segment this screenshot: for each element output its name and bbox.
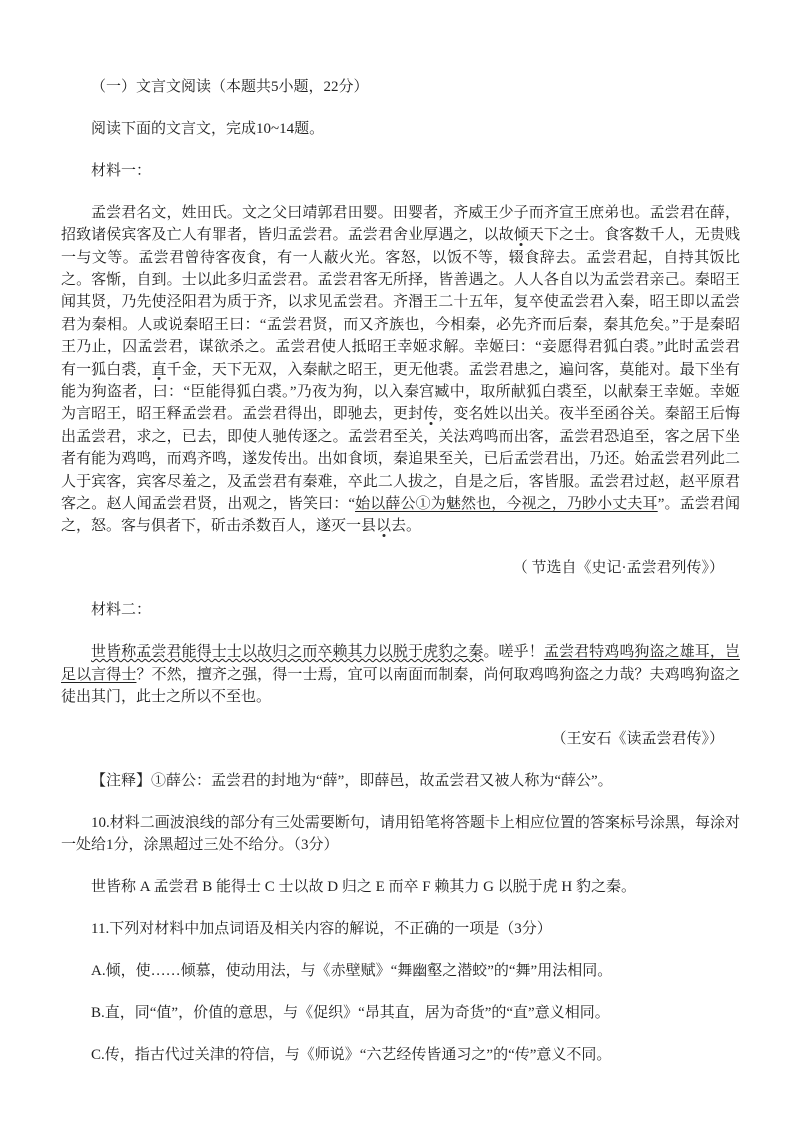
emphasized-char: 直 xyxy=(151,361,167,378)
question-11-option-c: C.传，指古代过关津的符信，与《师说》“六艺经传皆通习之”的“传”意义不同。 xyxy=(91,1046,612,1063)
question-11-option-b: B.直，同“值”，价值的意思，与《促织》“昂其直，居为奇货”的“直”意义相同。 xyxy=(91,1004,610,1021)
emphasized-char: 传 xyxy=(423,406,439,423)
question-11-text: 11.下列对材料中加点词语及相关内容的解说，不正确的一项是（3分） xyxy=(91,920,552,937)
text-segment: ”。孟尝君闻之，怒。客与俱者下，斫击杀数百人，遂灭一县 xyxy=(61,496,740,535)
section-title: （一）文言文阅读（本题共5小题，22分） xyxy=(91,79,369,95)
question-11-option-a: A.倾，使……倾慕，使动用法，与《赤壁赋》“舞幽壑之潜蛟”的“舞”用法相同。 xyxy=(91,962,613,979)
material-2-source: （王安石《读孟尝君传》） xyxy=(551,730,724,747)
text-segment: ，变名姓以出关。夜半至函谷关。秦韶王后悔出孟尝君，求之，已去，即使人驰传逐之。孟尝君至关，关法鸡鸣而出客，孟尝君恐追至，客之居下坐者有能为鸡鸣，而鸡齐鸣，遂发传出。出如食顷，秦追果至关，已后孟尝君出，乃还。始孟尝君列此二人于宾客，宾客尽羞之，及孟尝君有秦难，卒此二人拔之，自是之后，客皆服。孟尝君过赵，赵平原君客之。赵人闻孟尝君贤，出观之，皆笑曰：“ xyxy=(61,406,740,512)
text-segment: ？不然，擅齐之强，得一士焉，宜可以南面而制秦，尚何取鸡鸣狗盗之力哉？夫鸡鸣狗盗之徒出其门，此士之所以不至也。 xyxy=(61,666,740,705)
text-segment: 去。 xyxy=(391,518,422,535)
text-segment: 天下之士。食客数千人，无贵贱一与文等。孟尝君曾待客夜食，有一人蔽火光。客怒，以饭不等，辍食辞去。孟尝君起，自持其饭比之。客惭，自到。士以此多归孟尝君。孟尝君客无所择，皆善遇之。人人各自以为孟尝君亲己。秦昭王闻其贤，乃先使泾阳君为质于齐，以求见孟尝君。齐湣王二十五年，复卒使孟尝君入秦，昭王即以孟尝君为秦相。人或说秦昭王曰：“孟尝君贤，而又齐族也，今相秦，必先齐而后秦，秦其危矣。”于是秦昭王乃止，囚孟尝君，谋欲杀之。孟尝君使人抵昭王幸姬求解。幸姬曰：“妾愿得君狐白裘。”此时孟尝君有一狐白裘， xyxy=(61,227,740,378)
material-2-label: 材料二： xyxy=(91,602,152,619)
emphasized-char: 倾 xyxy=(513,227,529,244)
wavy-underlined-text: 世皆称孟尝君能得士士以故归之而卒赖其力以脱于虎豹之秦 xyxy=(91,644,484,661)
underlined-text: 孟尝君特鸡鸣狗盗之雄耳，岂足以言得士 xyxy=(61,644,740,683)
text-segment: 孟尝君名文，姓田氏。文之父曰靖郭君田婴。田婴者，齐威王少子而齐宣王庶弟也。孟尝君在薛，招致诸侯宾客及亡人有罪者，皆归孟尝君。孟尝君舍业厚遇之，以故 xyxy=(61,204,740,244)
intro-line: 阅读下面的文言文，完成10~14题。 xyxy=(91,120,325,137)
underlined-text: 始以薛公①为魅然也，今视之，乃眇小丈夫耳 xyxy=(355,496,658,512)
material-2-text xyxy=(61,641,740,708)
text-segment: 千金，天下无双，入秦献之昭王，更无他裘。孟尝君患之，遍问客，莫能对。最下坐有能为狗盗者，曰：“臣能得狐白裘。”乃夜为狗，以入秦宫臧中，取所献狐白裘至，以献秦王幸姬。幸姬为言昭王，昭王释孟尝君。孟尝君得出，即驰去，更封 xyxy=(61,361,740,423)
material-1-source: （ 节选自《史记·孟尝君列传》） xyxy=(512,560,724,577)
material-1-text xyxy=(61,202,740,538)
question-10-sentence: 世皆称 A 孟尝君 B 能得士 C 士以故 D 归之 E 而卒 F 赖其力 G 以脱于虎 H 豹之秦。 xyxy=(91,878,637,895)
note-line: 【注释】①薛公：孟尝君的封地为“薛”，即薛邑，故孟尝君又被人称为“薛公”。 xyxy=(91,772,613,789)
emphasized-char: 以 xyxy=(376,518,392,535)
material-1-label: 材料一： xyxy=(91,162,152,179)
question-10-text: 10.材料二画波浪线的部分有三处需要断句，请用铅笔将答题卡上相应位置的答案标号涂黑，每涂对一处给1分，涂黑超过三处不给分。（3分） xyxy=(61,814,740,854)
text-segment: 。嗟乎！ xyxy=(483,644,544,661)
